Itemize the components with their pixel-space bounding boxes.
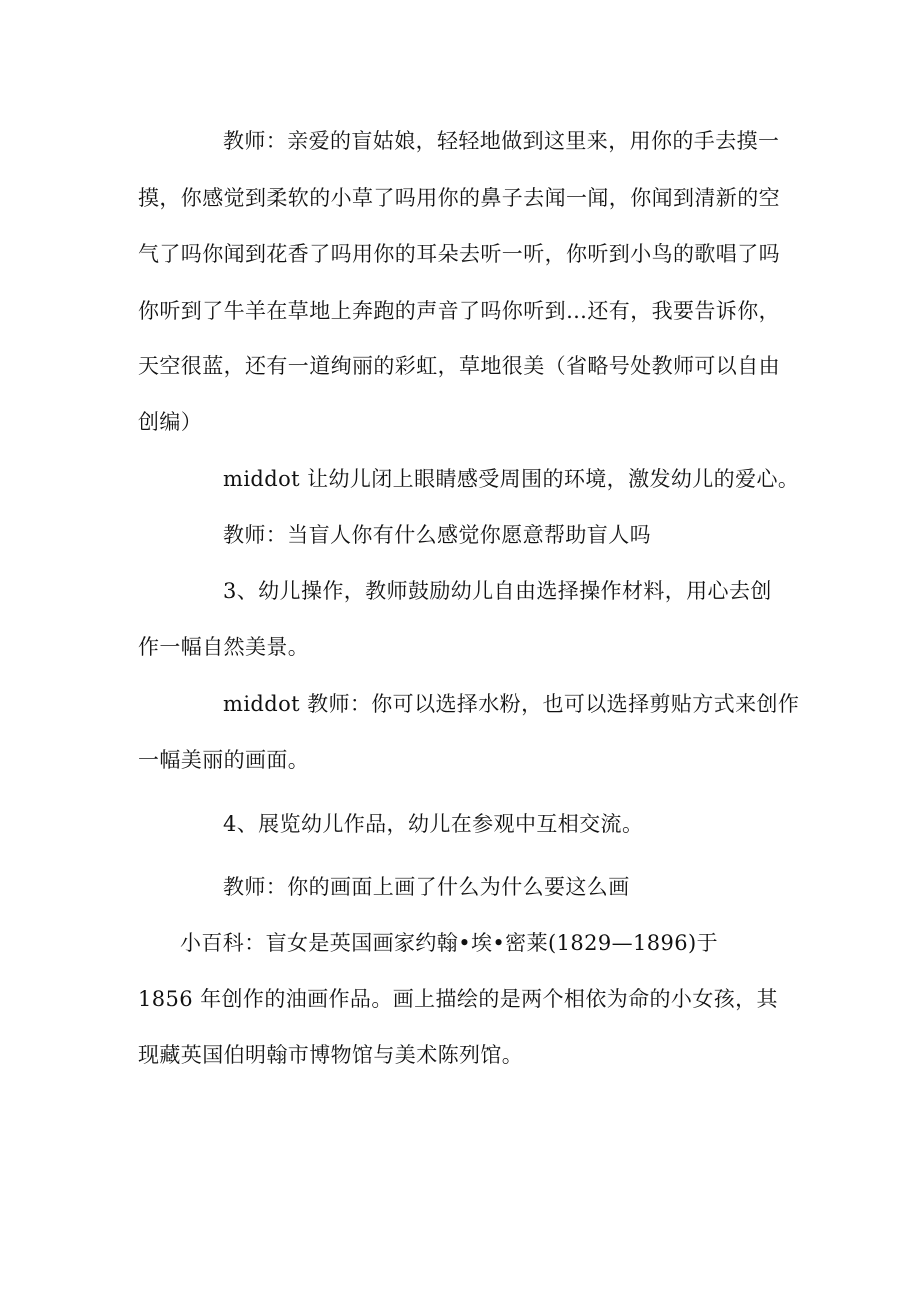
text-line: 教师：亲爱的盲姑娘，轻轻地做到这里来，用你的手去摸一 [223, 129, 780, 153]
text-line: 天空很蓝，还有一道绚丽的彩虹，草地很美（省略号处教师可以自由 [138, 354, 780, 378]
text-line: middot 让幼儿闭上眼睛感受周围的环境，激发幼儿的爱心。 [223, 467, 800, 491]
text-line: 作一幅自然美景。 [138, 635, 310, 659]
text-line: middot 教师：你可以选择水粉，也可以选择剪贴方式来创作 [223, 692, 800, 716]
text-line: 教师：你的画面上画了什么为什么要这么画 [223, 875, 630, 899]
text-line: 4、展览幼儿作品，幼儿在参观中互相交流。 [223, 812, 644, 836]
text-line: 现藏英国伯明翰市博物馆与美术陈列馆。 [138, 1043, 524, 1067]
text-line: 创编） [138, 410, 203, 434]
text-line: 1856 年创作的油画作品。画上描绘的是两个相依为命的小女孩，其 [138, 987, 778, 1011]
text-line: 一幅美丽的画面。 [138, 748, 310, 772]
text-line: 气了吗你闻到花香了吗用你的耳朵去听一听，你听到小鸟的歌唱了吗 [138, 242, 780, 266]
text-line: 你听到了牛羊在草地上奔跑的声音了吗你听到…还有，我要告诉你， [138, 299, 780, 323]
text-line: 教师：当盲人你有什么感觉你愿意帮助盲人吗 [223, 523, 651, 547]
text-line: 小百科：盲女是英国画家约翰•埃•密莱(1829—1896)于 [180, 931, 719, 955]
text-line: 3、幼儿操作，教师鼓励幼儿自由选择操作材料，用心去创 [223, 579, 772, 603]
text-line: 摸，你感觉到柔软的小草了吗用你的鼻子去闻一闻，你闻到清新的空 [138, 186, 780, 210]
